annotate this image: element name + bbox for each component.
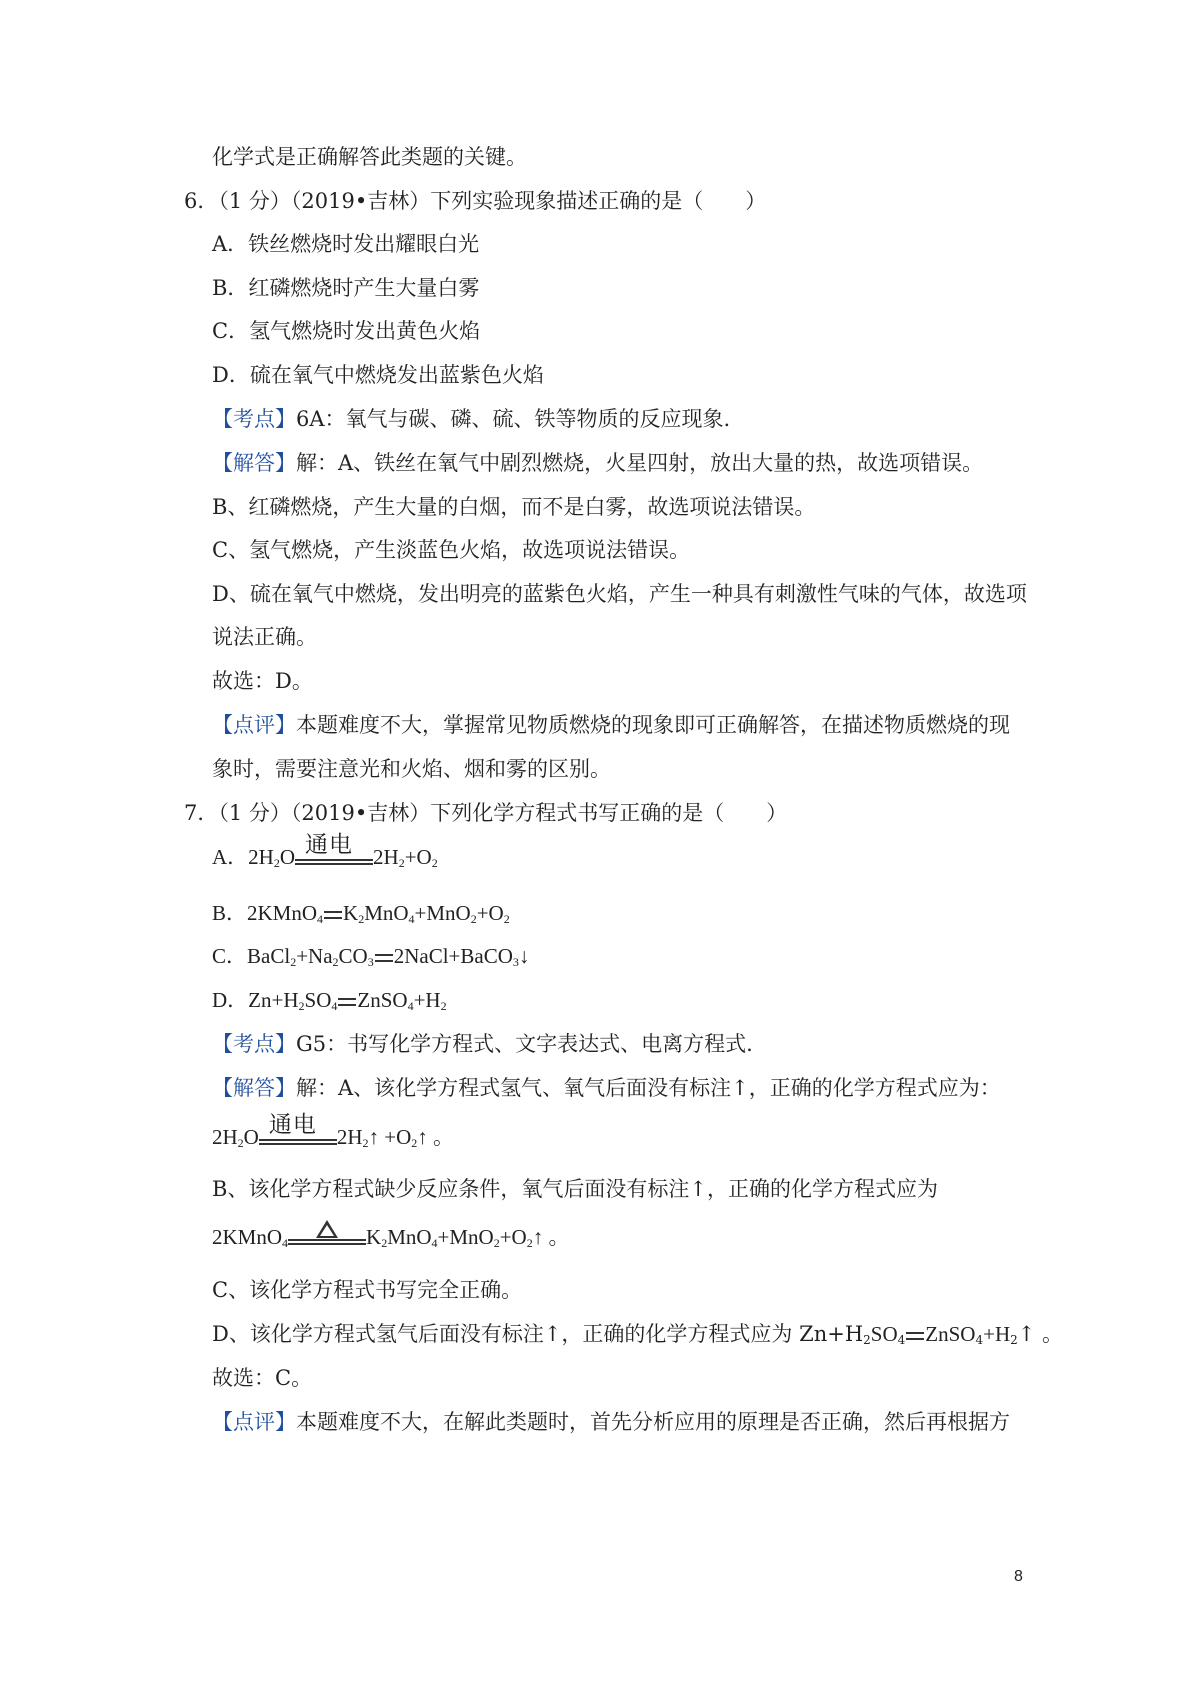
kaodian-line	[212, 1029, 753, 1059]
dianping-text: 本题难度不大，掌握常见物质燃烧的现象即可正确解答，在描述物质燃烧的现	[296, 713, 1010, 737]
kaodian-text: G5：书写化学方程式、文字表达式、电离方程式.	[296, 1032, 753, 1056]
equation-option-a: A．$2H_2O$ 通电 $2H_2+O_2$	[212, 832, 438, 870]
text-line: B、该化学方程式缺少反应条件，氧气后面没有标注↑，正确的化学方程式应为	[212, 1177, 939, 1201]
text-line: 化学式是正确解答此类题的关键。	[212, 145, 527, 169]
kaodian-tag: 【考点】	[212, 407, 296, 431]
kaodian-text: 6A：氧气与碳、磷、硫、铁等物质的反应现象.	[296, 407, 731, 431]
triangle-heat-icon	[316, 1220, 338, 1238]
text-line: D、该化学方程式氢气后面没有标注↑，正确的化学方程式应为 $Zn+H_2SO_4$ $ZnSO_4+H_2↑$ 。	[212, 1322, 1064, 1347]
jieda-text: 解：A、该化学方程式氢气、氧气后面没有标注↑，正确的化学方程式应为：	[296, 1076, 1001, 1100]
jieda-line	[212, 1073, 1001, 1103]
page-number: 8	[1014, 1568, 1023, 1585]
equation-corrected-a: $2H_2O$ 通电 $2H_2↑$ $+O_2↑$ 。	[212, 1112, 455, 1150]
condition-electric: 通电	[259, 1122, 337, 1152]
text-line: C、该化学方程式书写完全正确。	[212, 1278, 523, 1302]
jieda-text: 解：A、铁丝在氧气中剧烈燃烧，火星四射，放出大量的热，故选项错误。	[296, 451, 984, 475]
dianping-tag: 【点评】	[212, 1410, 296, 1434]
condition-electric: 通电	[295, 842, 373, 872]
option-a: A．铁丝燃烧时发出耀眼白光	[212, 232, 480, 256]
dianping-line	[212, 710, 1010, 740]
option-d: D．硫在氧气中燃烧发出蓝紫色火焰	[212, 363, 544, 387]
text-line: 说法正确。	[212, 625, 317, 649]
question-7: 7．（1 分）（2019•吉林）下列化学方程式书写正确的是（ ）	[184, 801, 788, 825]
question-6: 6．（1 分）（2019•吉林）下列实验现象描述正确的是（ ）	[184, 189, 767, 213]
text-line: 象时，需要注意光和火焰、烟和雾的区别。	[212, 757, 611, 781]
option-c: C．氢气燃烧时发出黄色火焰	[212, 319, 481, 343]
answer-line: 故选：D。	[212, 669, 313, 693]
option-b: B．红磷燃烧时产生大量白雾	[212, 276, 480, 300]
kaodian-tag: 【考点】	[212, 1032, 296, 1056]
equation-option-b: B．2KMnO$_4$ $K_2MnO_4+MnO_2+O_2$	[212, 901, 510, 926]
dianping-tag: 【点评】	[212, 713, 296, 737]
text-line: D、硫在氧气中燃烧，发出明亮的蓝紫色火焰，产生一种具有刺激性气味的气体，故选项	[212, 582, 1027, 606]
equation-option-c: C．$BaCl_2+Na_2CO_3$ 2NaCl+BaCO$_3$↓	[212, 944, 530, 969]
equation-option-d: D．$Zn+H_2SO_4$ $ZnSO_4+H_2$	[212, 988, 447, 1013]
dianping-line	[212, 1407, 1010, 1437]
jieda-line	[212, 448, 983, 478]
jieda-tag: 【解答】	[212, 451, 296, 475]
dianping-text: 本题难度不大，在解此类题时，首先分析应用的原理是否正确，然后再根据方	[296, 1410, 1010, 1434]
jieda-tag: 【解答】	[212, 1076, 296, 1100]
kaodian-line	[212, 404, 730, 434]
answer-line: 故选：C。	[212, 1366, 313, 1390]
condition-heat	[288, 1222, 366, 1252]
equation-corrected-b: 2KMnO$_4$ $K_2MnO_4+MnO_2+O_2↑$ 。	[212, 1222, 569, 1252]
text-line: C、氢气燃烧，产生淡蓝色火焰，故选项说法错误。	[212, 538, 691, 562]
text-line: B、红磷燃烧，产生大量的白烟，而不是白雾，故选项说法错误。	[212, 495, 816, 519]
down-arrow-icon: ↓	[518, 944, 530, 968]
